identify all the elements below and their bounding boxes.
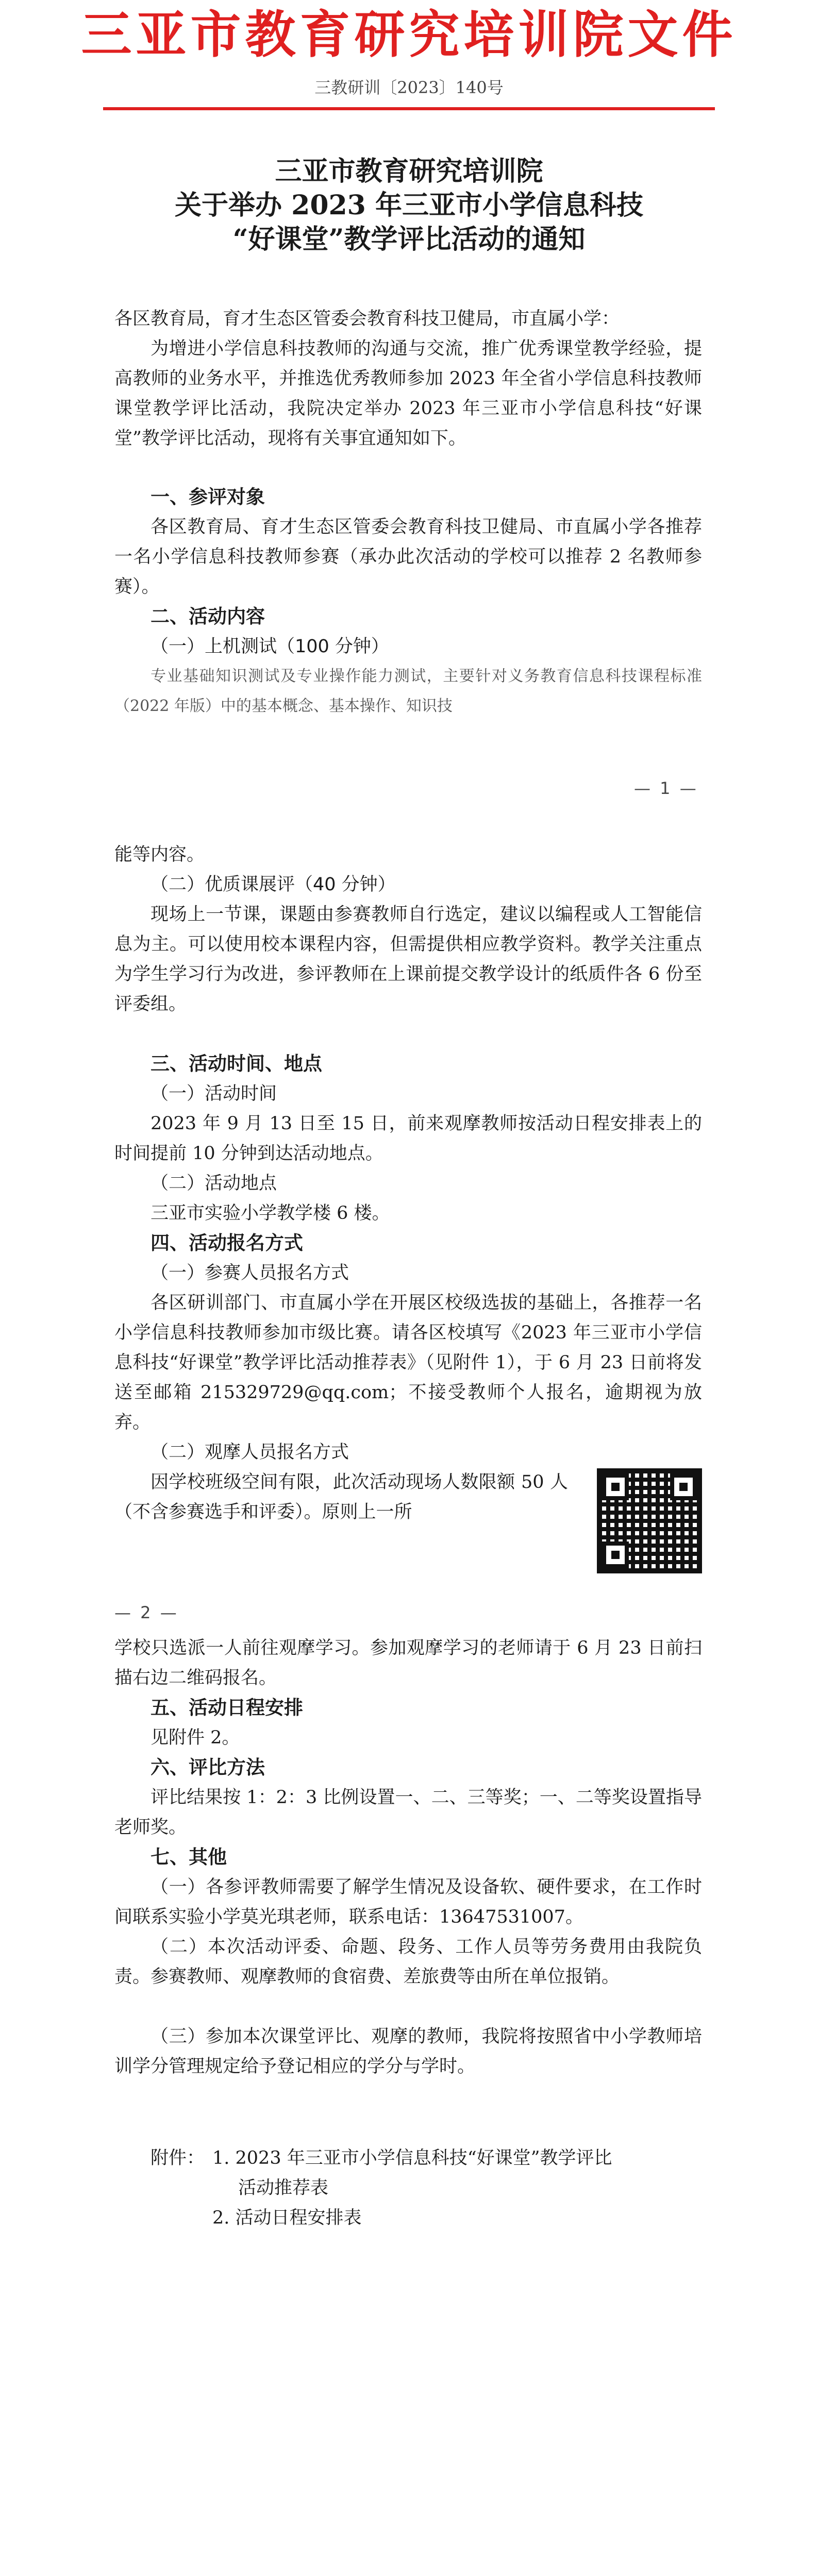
red-divider <box>103 107 715 110</box>
section-4-2-text: 因学校班级空间有限，此次活动现场人数限额 50 人（不含参赛选手和评委）。原则上一所 <box>114 1472 568 1522</box>
section-1-title: 一、参评对象 <box>151 486 265 508</box>
document-number: 三教研训〔2023〕140号 <box>314 78 504 97</box>
attachment-2: 2. 活动日程安排表 <box>212 2208 362 2228</box>
section-2-title: 二、活动内容 <box>151 605 265 628</box>
qr-code[interactable] <box>597 1468 702 1573</box>
section-5-text: 见附件 2。 <box>151 1727 240 1748</box>
section-2-1-text-continued: 能等内容。 <box>114 844 205 865</box>
section-3-2-title: （二）活动地点 <box>151 1173 277 1194</box>
section-2-2-title: （二）优质课展评（40 分钟） <box>151 874 396 895</box>
section-4-title: 四、活动报名方式 <box>151 1232 303 1254</box>
section-2-2-text: 现场上一节课，课题由参赛教师自行选定，建议以编程或人工智能信息为主。可以使用校本课程内容，但需提供相应教学资料。教学关注重点为学生学习行为改进，参评教师在上课前提交教学设计的纸质件各 6 份至评委组。 <box>114 904 702 1014</box>
section-2-1-text: 专业基础知识测试及专业操作能力测试，主要针对义务教育信息科技课程标准（2022 年版）中的基本概念、基本操作、知识技 <box>114 667 702 715</box>
section-2-1-title: （一）上机测试（100 分钟） <box>151 636 389 657</box>
page-number-2: — 2 — <box>114 1603 179 1622</box>
salutation: 各区教育局，育才生态区管委会教育科技卫健局，市直属小学： <box>114 309 620 329</box>
section-4-1-title: （一）参赛人员报名方式 <box>151 1263 349 1283</box>
intro-paragraph: 为增进小学信息科技教师的沟通与交流，推广优秀课堂教学经验，提高教师的业务水平，并推选优秀教师参加 2023 年全省小学信息科技教师课堂教学评比活动，我院决定举办 2023 年三亚市小学信息科技“好课堂”教学评比活动，现将有关事宜通知如下。 <box>114 338 702 449</box>
section-6-title: 六、评比方法 <box>151 1756 265 1778</box>
section-3-title: 三、活动时间、地点 <box>151 1053 322 1075</box>
section-7-1-text: （一）各参评教师需要了解学生情况及设备软、硬件要求，在工作时间联系实验小学莫光琪老师，联系电话：13647531007。 <box>114 1877 702 1927</box>
notice-title-line-2: 关于举办 2023 年三亚市小学信息科技 <box>175 190 643 221</box>
attachment-1-continued: 活动推荐表 <box>238 2178 329 2198</box>
section-7-2-text: （二）本次活动评委、命题、段务、工作人员等劳务费用由我院负责。参赛教师、观摩教师的食宿费、差旅费等由所在单位报销。 <box>114 1937 702 1987</box>
section-1-text: 各区教育局、育才生态区管委会教育科技卫健局、市直属小学各推荐一名小学信息科技教师参赛（承办此次活动的学校可以推荐 2 名教师参赛）。 <box>114 517 702 597</box>
section-4-1-text: 各区研训部门、市直属小学在开展区校级选拔的基础上，各推荐一名小学信息科技教师参加市级比赛。请各区校填写《2023 年三亚市小学信息科技“好课堂”教学评比活动推荐表》（见附件 1），于 6 月 23 日前将发送至邮箱 215329729@qq.com；不接受教师个人报名，逾期视为放弃。 <box>114 1293 702 1433</box>
section-3-2-text: 三亚市实验小学教学楼 6 楼。 <box>151 1203 390 1224</box>
document-header-title: 三亚市教育研究培训院文件 <box>81 5 737 64</box>
section-5-title: 五、活动日程安排 <box>151 1697 303 1719</box>
attachment-1: 1. 2023 年三亚市小学信息科技“好课堂”教学评比 <box>212 2148 612 2168</box>
section-4-2-title: （二）观摩人员报名方式 <box>151 1442 349 1463</box>
attachment-label: 附件： <box>151 2148 205 2168</box>
notice-title-line-3: “好课堂”教学评比活动的通知 <box>232 224 586 255</box>
section-3-1-title: （一）活动时间 <box>151 1083 277 1104</box>
notice-title-line-1: 三亚市教育研究培训院 <box>275 156 543 187</box>
section-7-3-text: （三）参加本次课堂评比、观摩的教师，我院将按照省中小学教师培训学分管理规定给予登记相应的学分与学时。 <box>114 2026 702 2077</box>
section-4-2-text-continued: 学校只选派一人前往观摩学习。参加观摩学习的老师请于 6 月 23 日前扫描右边二维码报名。 <box>114 1638 702 1688</box>
page-number-1: — 1 — <box>634 778 698 798</box>
section-6-text: 评比结果按 1：2：3 比例设置一、二、三等奖；一、二等奖设置指导老师奖。 <box>114 1787 702 1838</box>
section-7-title: 七、其他 <box>151 1846 227 1868</box>
section-3-1-text: 2023 年 9 月 13 日至 15 日，前来观摩教师按活动日程安排表上的时间提前 10 分钟到达活动地点。 <box>114 1113 702 1164</box>
